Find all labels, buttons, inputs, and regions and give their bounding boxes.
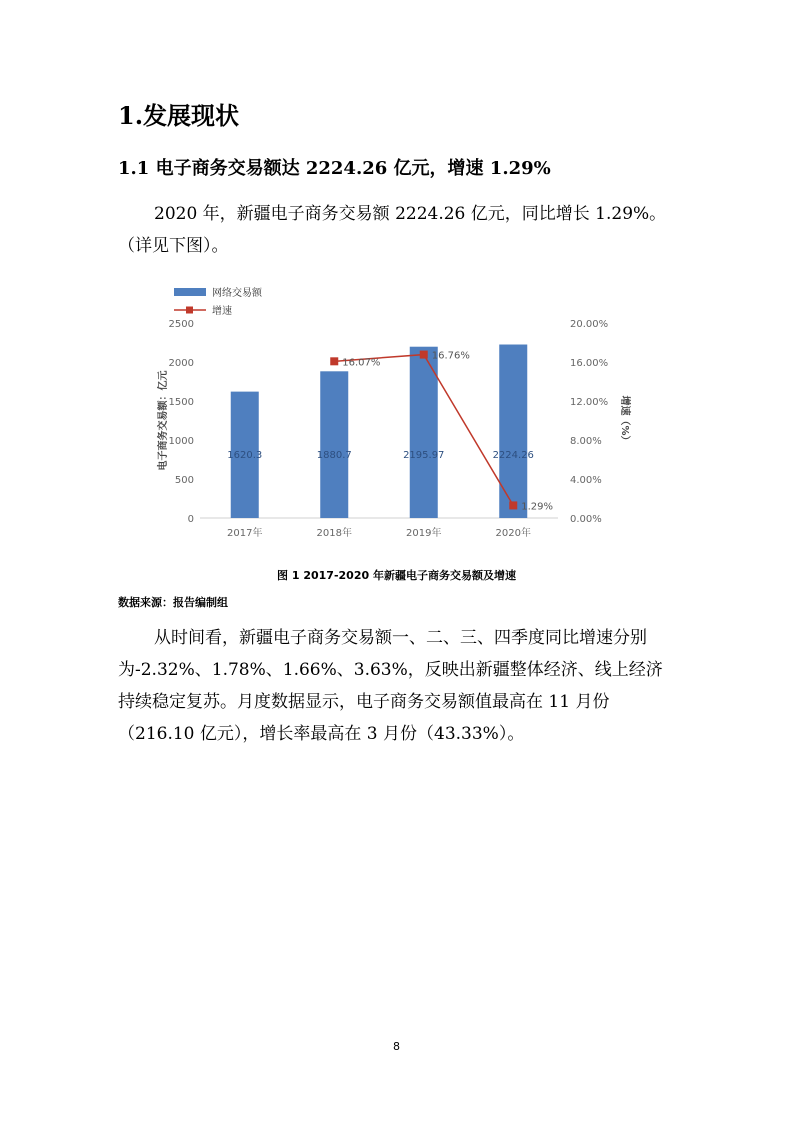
y2-tick-label: 4.00% [570,475,602,486]
y2-tick-label: 20.00% [570,319,609,330]
y2-tick-label: 16.00% [570,358,609,369]
page-number: 8 [393,1040,400,1053]
data-source: 数据来源：报告编制组 [118,596,228,609]
chart-svg [150,280,632,560]
combo-chart [150,280,632,560]
growth-point [509,501,517,509]
growth-point [330,357,338,365]
y-axis-title: 电子商务交易额：亿元 [158,370,169,471]
bar-data-label: 2195.97 [403,450,445,461]
bar-data-label: 1620.3 [227,450,263,461]
bar-data-label: 2224.26 [492,450,534,461]
legend-bar-label: 网络交易额 [212,288,262,299]
y2-tick-label: 0.00% [570,514,602,525]
y-tick-label: 2000 [168,358,194,369]
bar-data-label: 1880.7 [316,450,352,461]
legend-bar-swatch [174,288,206,296]
x-tick-label: 2019年 [406,528,442,539]
paragraph-summary [118,198,678,262]
growth-data-label: 1.29% [521,501,554,513]
legend-line-marker [186,307,193,314]
y-tick-label: 1000 [168,436,194,447]
y-tick-label: 1500 [168,397,194,408]
y-tick-label: 2500 [168,319,194,330]
paragraph-detail [118,622,678,750]
y-tick-label: 0 [187,514,194,525]
subsection-heading: 1.1 电子商务交易额达 2224.26 亿元，增速 1.29% [118,158,551,179]
y2-axis-title: 增速（%） [619,395,630,446]
growth-data-label: 16.76% [431,350,470,362]
y-tick-label: 500 [174,475,194,486]
x-tick-label: 2018年 [316,528,352,539]
paragraph-detail-text: 从时间看，新疆电子商务交易额一、二、三、四季度同比增速分别为-2.32%、1.78%、1.66%、3.63%，反映出新疆整体经济、线上经济持续稳定复苏。月度数据显示，电子商务交易额值最高在 11 月份（216.10 亿元），增长率最高在 3 月份（43.33%）。 [118,628,663,744]
growth-point [420,351,428,359]
figure-caption: 图 1 2017-2020 年新疆电子商务交易额及增速 [277,569,516,582]
section-heading: 1.发展现状 [118,101,240,130]
paragraph-summary-text: 2020 年，新疆电子商务交易额 2224.26 亿元，同比增长 1.29%。（详见下图）。 [118,204,667,256]
y2-tick-label: 12.00% [570,397,609,408]
x-tick-label: 2020年 [495,528,531,539]
legend-line-label: 增速 [212,306,232,317]
growth-data-label: 16.07% [342,357,381,369]
bar [499,345,527,518]
y2-tick-label: 8.00% [570,436,602,447]
bar [320,371,348,518]
x-tick-label: 2017年 [227,528,263,539]
